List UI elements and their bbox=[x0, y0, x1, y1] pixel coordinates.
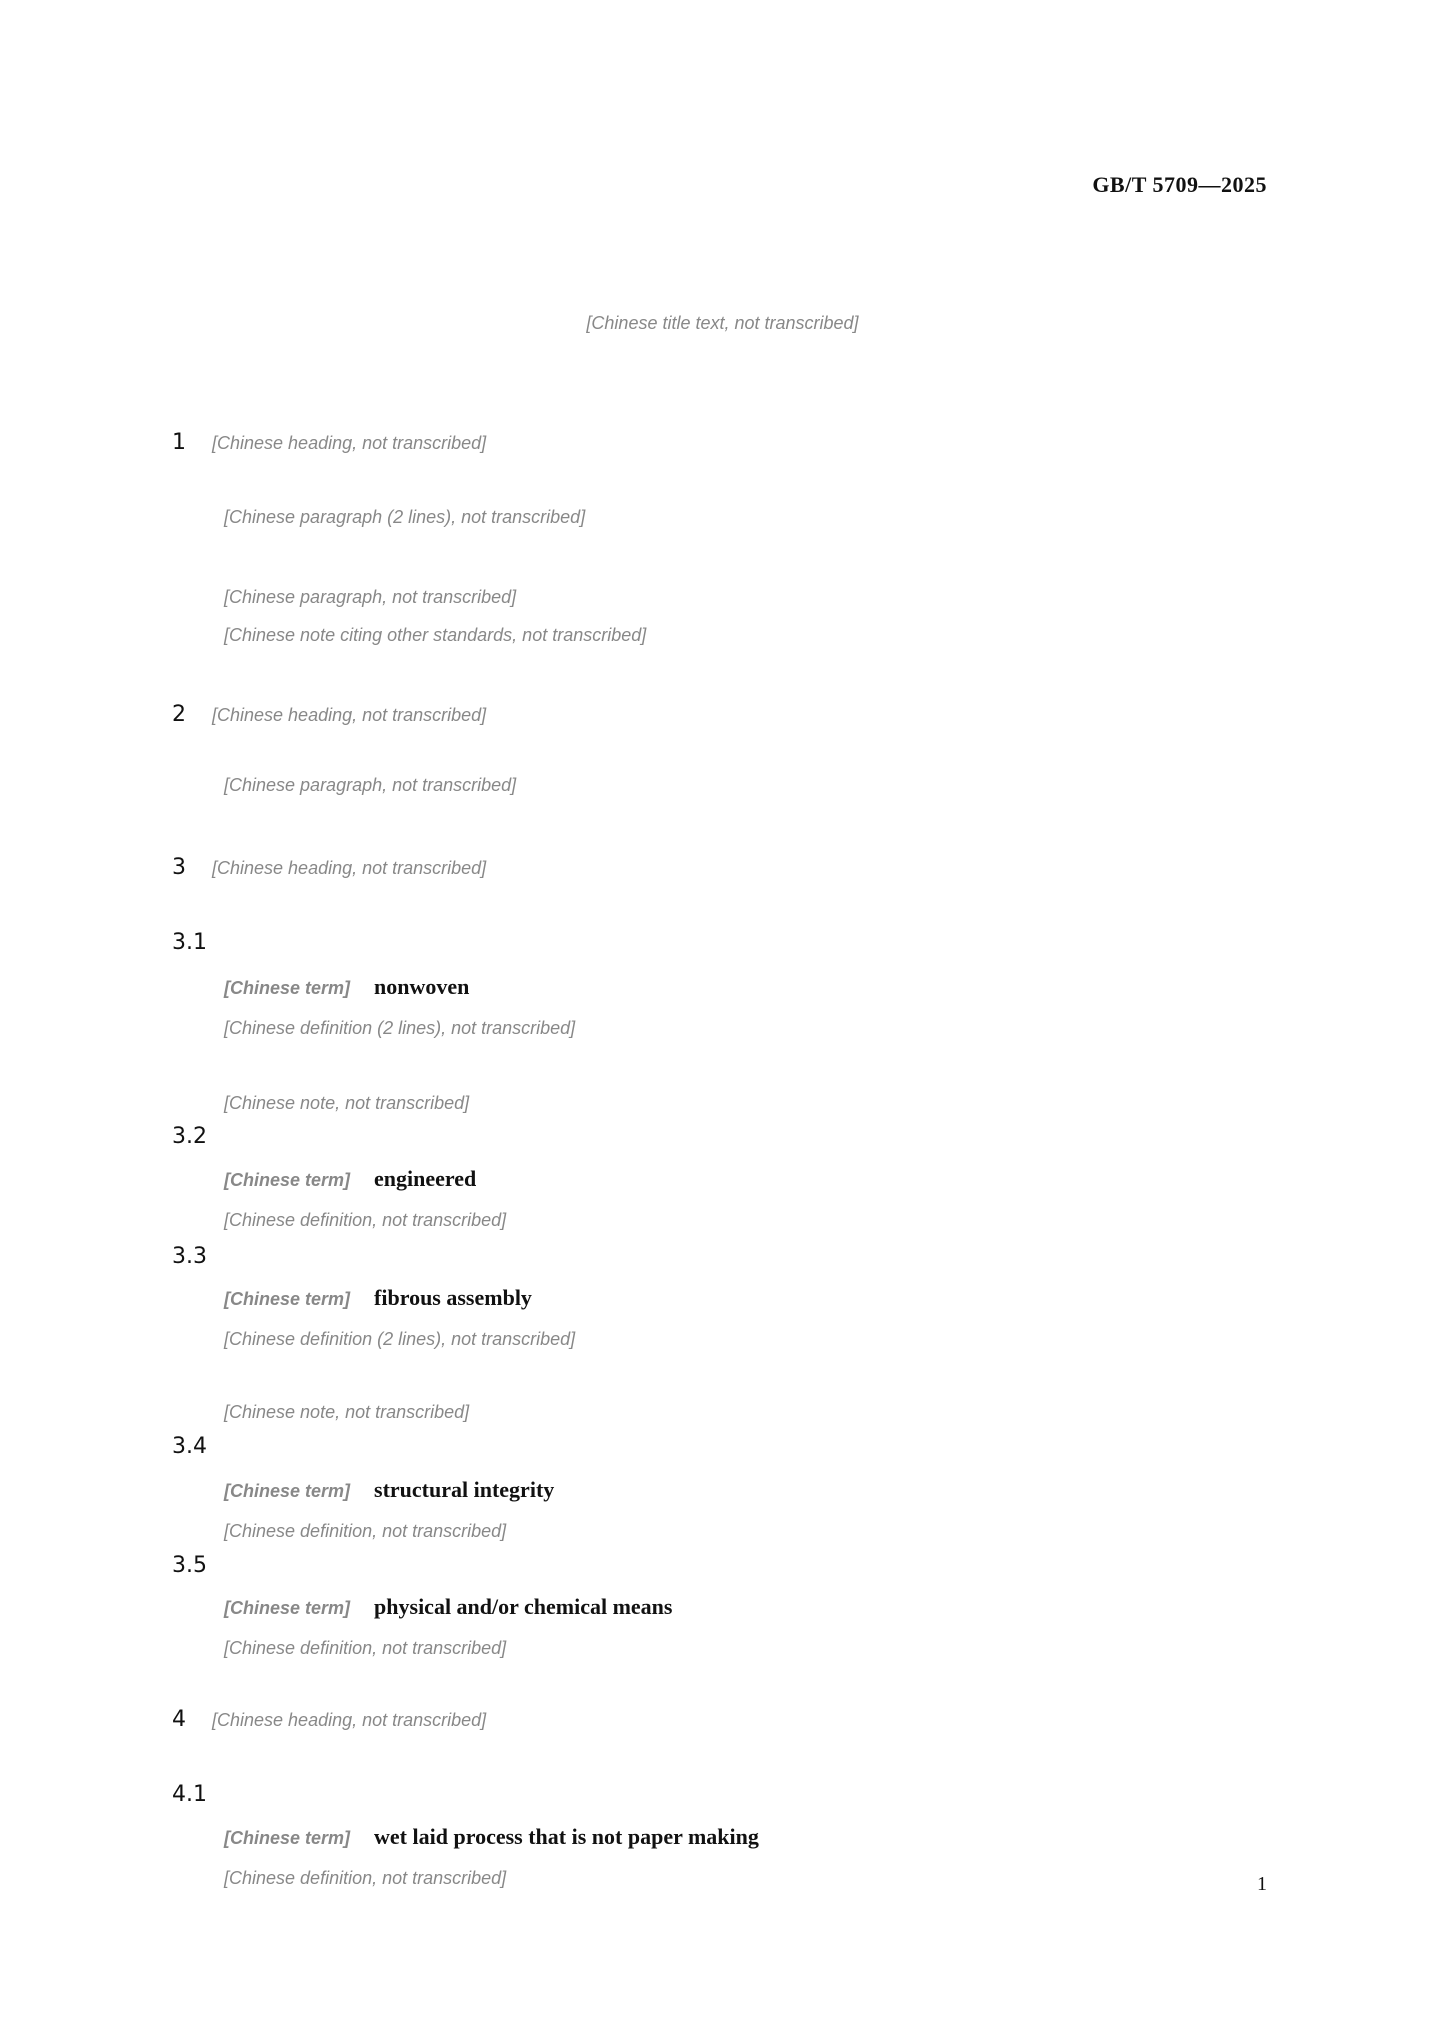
section-heading-1 bbox=[172, 430, 486, 455]
cjk-text-placeholder: [Chinese heading, not transcribed] bbox=[212, 705, 487, 725]
section1-paragraph-2 bbox=[172, 576, 1272, 617]
section1-note bbox=[224, 623, 1272, 648]
term-definition bbox=[172, 1510, 1272, 1551]
cjk-text-placeholder: [Chinese definition, not transcribed] bbox=[224, 1210, 507, 1230]
section-number: 1 bbox=[172, 430, 186, 455]
cjk-text-placeholder: [Chinese paragraph (2 lines), not transcribed] bbox=[224, 507, 586, 527]
cjk-text-placeholder: [Chinese paragraph, not transcribed] bbox=[224, 775, 517, 795]
term-entry bbox=[224, 974, 469, 1000]
cjk-text-placeholder: [Chinese term] bbox=[224, 978, 351, 998]
term-english: physical and/or chemical means bbox=[374, 1594, 673, 1619]
clause-number: 3.2 bbox=[172, 1124, 207, 1149]
term-entry bbox=[224, 1594, 672, 1620]
term-chinese bbox=[224, 975, 350, 1000]
cjk-text-placeholder: [Chinese definition, not transcribed] bbox=[224, 1868, 507, 1888]
clause-number: 3.3 bbox=[172, 1244, 207, 1269]
term-chinese bbox=[224, 1478, 350, 1503]
cjk-text-placeholder: [Chinese term] bbox=[224, 1828, 351, 1848]
cjk-text-placeholder: [Chinese term] bbox=[224, 1289, 351, 1309]
cjk-text-placeholder: [Chinese definition, not transcribed] bbox=[224, 1521, 507, 1541]
term-entry bbox=[224, 1166, 476, 1192]
term-definition bbox=[172, 1199, 1272, 1240]
cjk-text-placeholder: [Chinese note, not transcribed] bbox=[224, 1093, 470, 1113]
term-english: structural integrity bbox=[374, 1477, 555, 1502]
clause-number: 3.1 bbox=[172, 930, 207, 955]
term-definition bbox=[172, 1007, 1272, 1048]
section1-paragraph-1 bbox=[172, 496, 1272, 537]
cjk-text-placeholder: [Chinese note, not transcribed] bbox=[224, 1402, 470, 1422]
term-note bbox=[224, 1400, 1272, 1425]
term-entry bbox=[224, 1285, 532, 1311]
section2-paragraph bbox=[172, 764, 1272, 805]
cjk-text-placeholder: [Chinese term] bbox=[224, 1481, 351, 1501]
section-number: 4 bbox=[172, 1707, 186, 1732]
cjk-text-placeholder: [Chinese heading, not transcribed] bbox=[212, 858, 487, 878]
term-english: fibrous assembly bbox=[374, 1285, 532, 1310]
cjk-text-placeholder: [Chinese definition (2 lines), not transcribed] bbox=[224, 1329, 576, 1349]
term-english: wet laid process that is not paper making bbox=[374, 1824, 759, 1849]
cjk-text-placeholder: [Chinese title text, not transcribed] bbox=[586, 313, 859, 333]
section-heading-2 bbox=[172, 702, 486, 727]
term-english: nonwoven bbox=[374, 974, 470, 999]
cjk-text-placeholder: [Chinese note citing other standards, not transcribed] bbox=[224, 625, 647, 645]
section-heading-3 bbox=[172, 855, 486, 880]
term-chinese bbox=[224, 1167, 350, 1192]
term-definition bbox=[172, 1857, 1232, 1898]
document-title bbox=[0, 298, 1445, 338]
cjk-text-placeholder: [Chinese heading, not transcribed] bbox=[212, 1710, 487, 1730]
cjk-text-placeholder: [Chinese term] bbox=[224, 1170, 351, 1190]
section-heading-4 bbox=[172, 1707, 486, 1732]
term-chinese bbox=[224, 1825, 350, 1850]
clause-number: 3.5 bbox=[172, 1553, 207, 1578]
cjk-text-placeholder: [Chinese term] bbox=[224, 1598, 351, 1618]
clause-number: 4.1 bbox=[172, 1782, 207, 1807]
term-entry bbox=[224, 1477, 554, 1503]
term-note bbox=[224, 1091, 1272, 1116]
term-entry bbox=[224, 1824, 759, 1850]
clause-number: 3.4 bbox=[172, 1434, 207, 1459]
section-number: 3 bbox=[172, 855, 186, 880]
term-chinese bbox=[224, 1595, 350, 1620]
term-chinese bbox=[224, 1286, 350, 1311]
cjk-text-placeholder: [Chinese definition (2 lines), not transcribed] bbox=[224, 1018, 576, 1038]
section-number: 2 bbox=[172, 702, 186, 727]
cjk-text-placeholder: [Chinese heading, not transcribed] bbox=[212, 433, 487, 453]
term-english: engineered bbox=[374, 1166, 477, 1191]
standard-code: GB/T 5709—2025 bbox=[1092, 172, 1267, 197]
cjk-text-placeholder: [Chinese paragraph, not transcribed] bbox=[224, 587, 517, 607]
term-definition bbox=[172, 1318, 1272, 1359]
term-definition bbox=[172, 1627, 1272, 1668]
cjk-text-placeholder: [Chinese definition, not transcribed] bbox=[224, 1638, 507, 1658]
page-number: 1 bbox=[1257, 1873, 1267, 1895]
